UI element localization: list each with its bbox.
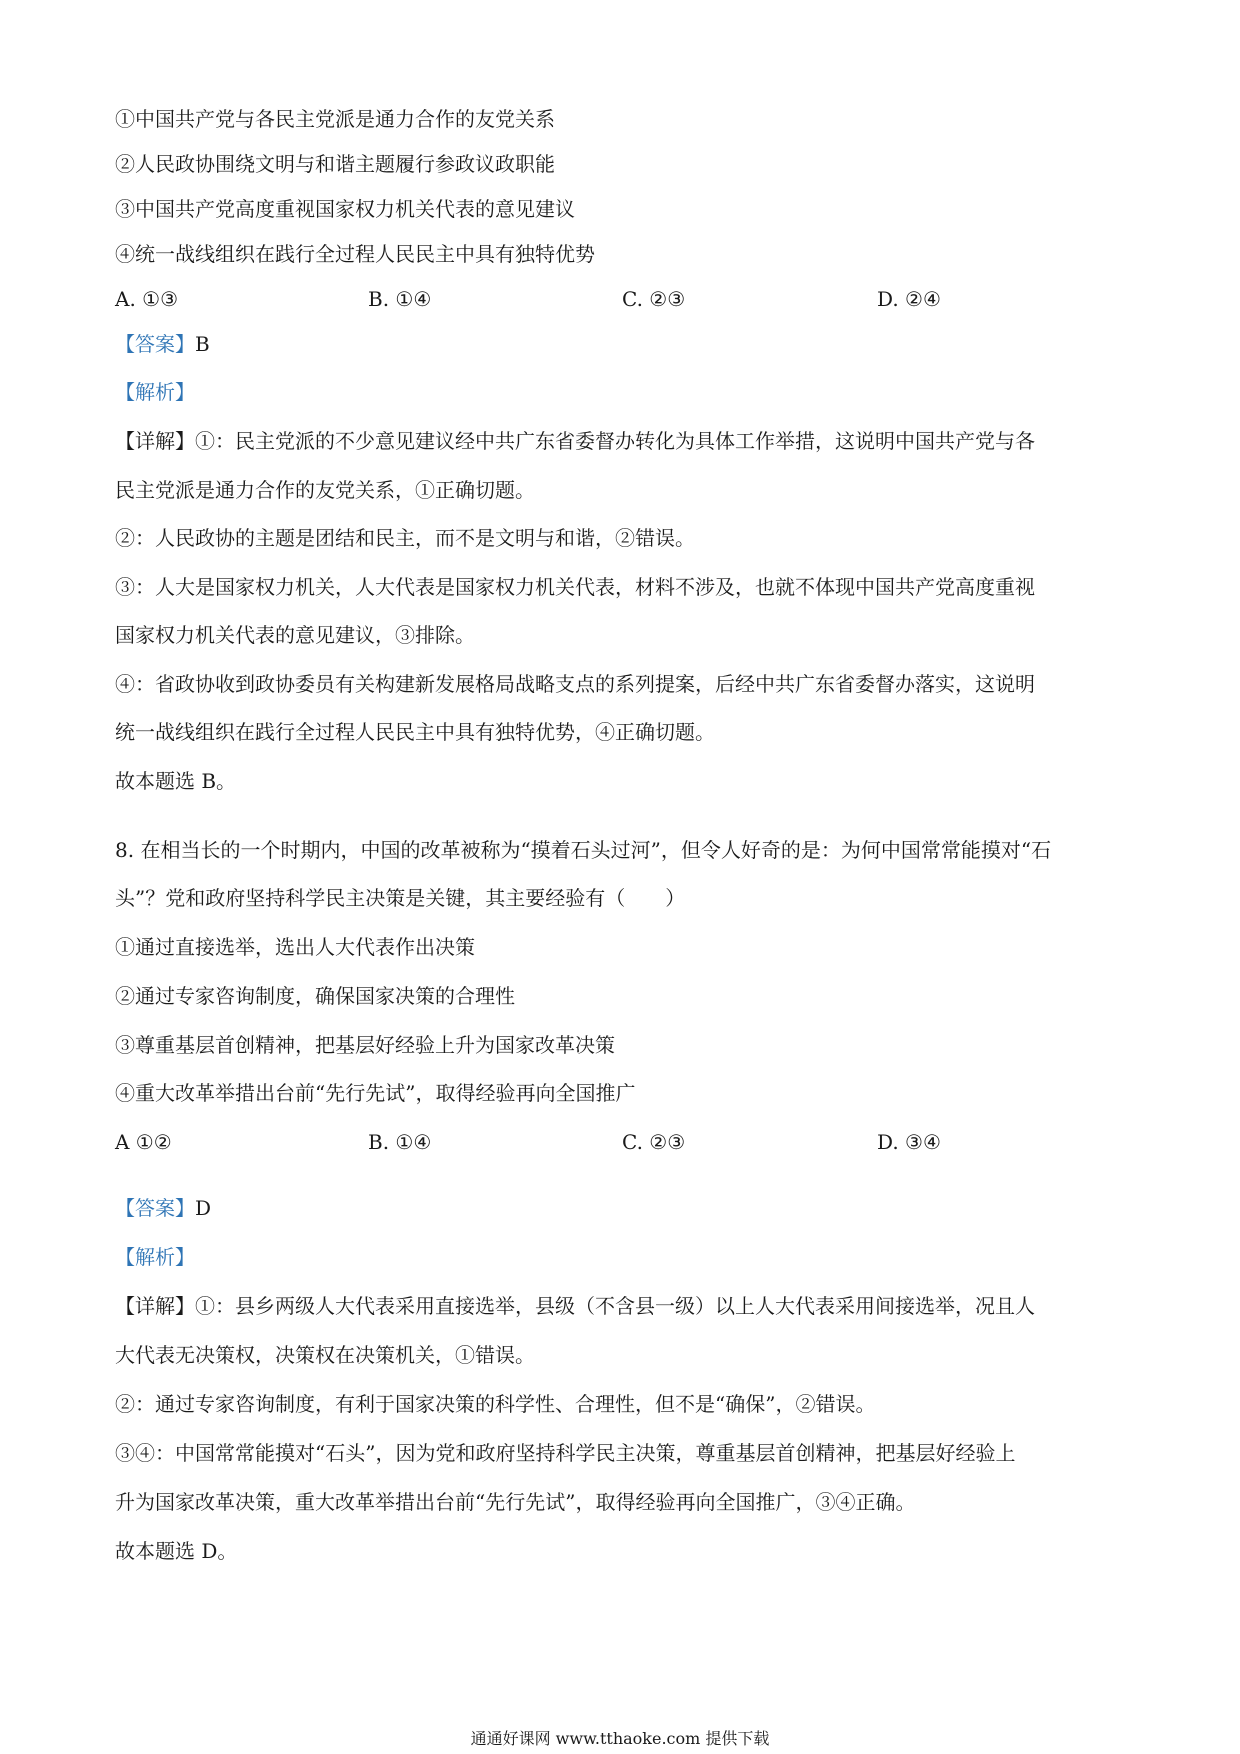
q7-explanation-line: ④：省政协收到政协委员有关构建新发展格局战略支点的系列提案，后经中共广东省委督办落实，这说明 (115, 672, 1035, 696)
q8-analysis-heading (115, 1243, 1125, 1271)
q7-option-c: C. ②③ (622, 287, 686, 311)
q8-statement-1: ①通过直接选举，选出人大代表作出决策 (115, 935, 475, 959)
q7-analysis-heading (115, 378, 1125, 406)
q8-option-a: A ①② (115, 1130, 172, 1154)
q8-explanation-line: 升为国家改革决策，重大改革举措出台前“先行先试”，取得经验再向全国推广，③④正确。 (115, 1490, 916, 1514)
q8-explanation-text: ①：县乡两级人大代表采用直接选举，县级（不含县一级）以上人大代表采用间接选举，况且人 (195, 1294, 1035, 1318)
q7-explanation-line: ③：人大是国家权力机关，人大代表是国家权力机关代表，材料不涉及，也就不体现中国共产党高度重视 (115, 575, 1035, 599)
answer-value: B (195, 332, 210, 356)
q7-answer (115, 330, 1125, 358)
answer-value: D (195, 1196, 212, 1220)
q8-stem-line: 8. 在相当长的一个时期内，中国的改革被称为“摸着石头过河”，但令人好奇的是：为何中国常常能摸对“石 (115, 838, 1052, 862)
q8-option-d: D. ③④ (877, 1130, 941, 1154)
q7-explanation-text: ①：民主党派的不少意见建议经中共广东省委督办转化为具体工作举措，这说明中国共产党与各 (195, 429, 1035, 453)
q7-explanation-line: 统一战线组织在践行全过程人民民主中具有独特优势，④正确切题。 (115, 720, 715, 744)
q8-answer (115, 1194, 1125, 1222)
q7-conclusion: 故本题选 B。 (115, 769, 237, 793)
q7-option-b: B. ①④ (368, 287, 432, 311)
analysis-tag: 【解析】 (115, 380, 195, 404)
q8-explanation-line (115, 1292, 1125, 1320)
q7-explanation-line: 民主党派是通力合作的友党关系，①正确切题。 (115, 478, 535, 502)
q8-statement-3: ③尊重基层首创精神，把基层好经验上升为国家改革决策 (115, 1033, 615, 1057)
q8-explanation-line: ②：通过专家咨询制度，有利于国家决策的科学性、合理性，但不是“确保”，②错误。 (115, 1392, 876, 1416)
q8-explanation-line: 大代表无决策权，决策权在决策机关，①错误。 (115, 1343, 535, 1367)
q8-statement-2: ②通过专家咨询制度，确保国家决策的合理性 (115, 984, 515, 1008)
q8-option-b: B. ①④ (368, 1130, 432, 1154)
q7-statement-2: ②人民政协围绕文明与和谐主题履行参政议政职能 (115, 152, 555, 176)
analysis-tag: 【解析】 (115, 1245, 195, 1269)
q8-statement-4: ④重大改革举措出台前“先行先试”，取得经验再向全国推广 (115, 1081, 636, 1105)
q8-stem-line: 头”？党和政府坚持科学民主决策是关键，其主要经验有（ ） (115, 886, 686, 910)
q7-option-a: A. ①③ (115, 287, 179, 311)
detail-tag: 【详解】 (115, 1294, 195, 1318)
answer-tag: 【答案】 (115, 332, 195, 356)
q7-statement-4: ④统一战线组织在践行全过程人民民主中具有独特优势 (115, 242, 595, 266)
q8-explanation-line: ③④：中国常常能摸对“石头”，因为党和政府坚持科学民主决策，尊重基层首创精神，把基层好经验上 (115, 1441, 1016, 1465)
q8-option-c: C. ②③ (622, 1130, 686, 1154)
q7-statement-1: ①中国共产党与各民主党派是通力合作的友党关系 (115, 107, 555, 131)
q7-statement-3: ③中国共产党高度重视国家权力机关代表的意见建议 (115, 197, 575, 221)
detail-tag: 【详解】 (115, 429, 195, 453)
q7-explanation-line (115, 427, 1125, 455)
q7-explanation-line: ②：人民政协的主题是团结和民主，而不是文明与和谐，②错误。 (115, 526, 695, 550)
q7-option-d: D. ②④ (877, 287, 941, 311)
answer-tag: 【答案】 (115, 1196, 195, 1220)
page-footer: 通通好课网 www.tthaoke.com 提供下载 (470, 1729, 770, 1748)
q8-conclusion: 故本题选 D。 (115, 1539, 238, 1563)
q7-explanation-line: 国家权力机关代表的意见建议，③排除。 (115, 623, 475, 647)
